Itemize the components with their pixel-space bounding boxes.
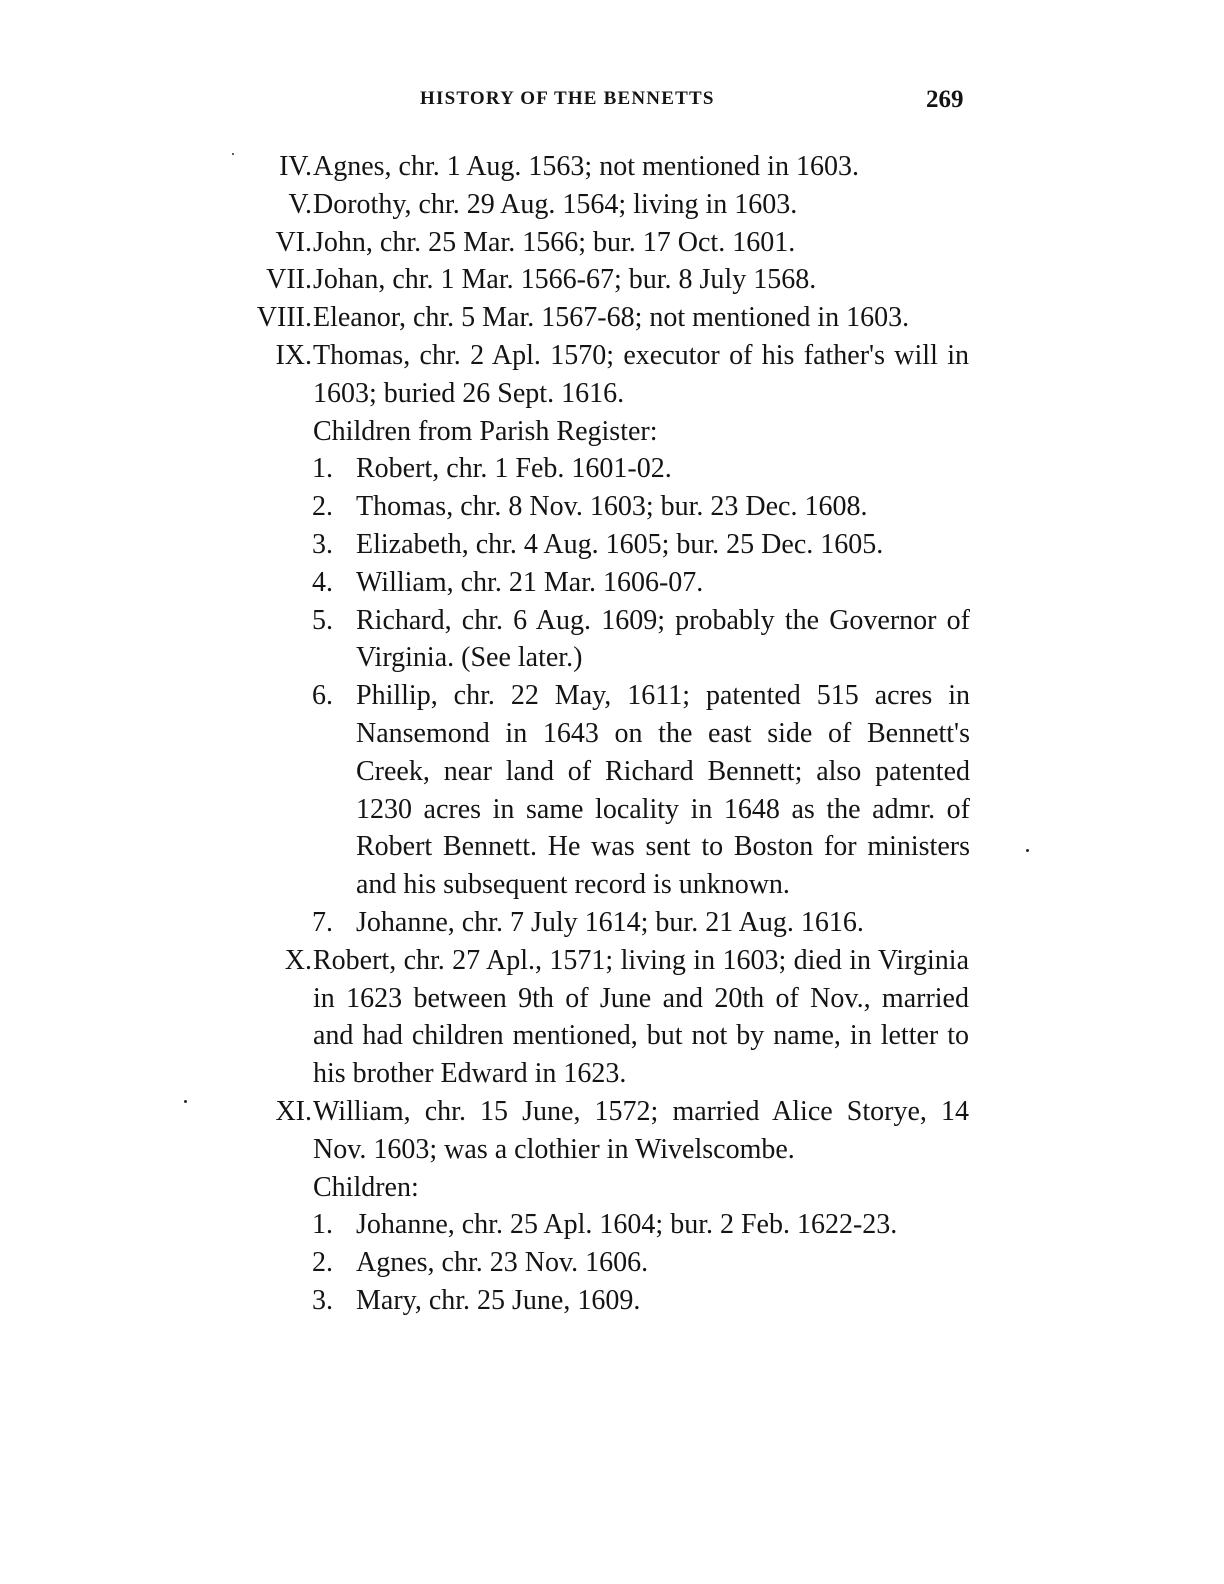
child-text: Agnes, chr. 23 Nov. 1606.	[356, 1247, 649, 1279]
child-item	[0, 602, 1224, 678]
scan-speck	[232, 153, 234, 155]
page-header	[0, 86, 1224, 116]
child-number: 5.	[312, 604, 333, 636]
child-text: Thomas, chr. 8 Nov. 1603; bur. 23 Dec. 1608.	[356, 491, 868, 523]
entry-numeral: V.	[288, 188, 312, 220]
entry-numeral: X.	[284, 944, 312, 976]
child-number: 3.	[312, 528, 333, 560]
entry-text: Thomas, chr. 2 Apl. 1570; executor of his father's will in 1603; buried 26 Sept. 1616.	[313, 339, 969, 409]
entry-text: Robert, chr. 27 Apl., 1571; living in 1603; died in Virginia in 1623 between 9th of June and 20th of Nov., married and had children mentioned, but not by name, in letter to his brother Edward in 1623.	[313, 944, 969, 1090]
child-item	[0, 904, 1224, 942]
entry-numeral: VIII.	[256, 302, 312, 334]
entry-iv	[0, 148, 1224, 186]
child-item	[0, 488, 1224, 526]
child-text: Elizabeth, chr. 4 Aug. 1605; bur. 25 Dec. 1605.	[356, 528, 884, 560]
child-item	[0, 526, 1224, 564]
child-text: Johanne, chr. 7 July 1614; bur. 21 Aug. 1616.	[356, 906, 864, 938]
entry-text: Agnes, chr. 1 Aug. 1563; not mentioned in 1603.	[313, 151, 859, 182]
child-number: 4.	[312, 566, 333, 598]
entry-numeral: IV.	[279, 151, 312, 182]
entry-numeral: VII.	[266, 264, 312, 296]
entry-numeral: XI.	[275, 1095, 312, 1127]
child-number: 1.	[312, 1209, 333, 1241]
entry-viii	[0, 299, 1224, 337]
child-item	[0, 677, 1224, 904]
child-number: 7.	[312, 906, 333, 938]
child-item	[0, 450, 1224, 488]
scan-speck	[1026, 849, 1029, 852]
child-item	[0, 1244, 1224, 1282]
genealogy-text	[0, 148, 1224, 1320]
child-number: 1.	[312, 453, 333, 485]
entry-xi	[0, 1093, 1224, 1320]
child-number: 2.	[312, 491, 333, 523]
child-text: Robert, chr. 1 Feb. 1601-02.	[356, 453, 672, 485]
child-text: Johanne, chr. 25 Apl. 1604; bur. 2 Feb. 1622-23.	[356, 1209, 898, 1241]
entry-text: John, chr. 25 Mar. 1566; bur. 17 Oct. 1601.	[313, 226, 796, 258]
child-number: 3.	[312, 1284, 333, 1316]
child-text: William, chr. 21 Mar. 1606-07.	[356, 566, 704, 598]
entry-numeral: IX.	[275, 339, 312, 371]
child-item	[0, 1206, 1224, 1244]
child-text: Richard, chr. 6 Aug. 1609; probably the Governor of Virginia. (See later.)	[356, 604, 970, 674]
children-heading: Children:	[313, 1171, 419, 1203]
entry-vii	[0, 261, 1224, 299]
child-item	[0, 1282, 1224, 1320]
entry-ix	[0, 337, 1224, 942]
entry-numeral: VI.	[275, 226, 312, 258]
entry-text: Dorothy, chr. 29 Aug. 1564; living in 1603.	[313, 188, 798, 220]
child-text: Mary, chr. 25 June, 1609.	[356, 1284, 641, 1316]
running-head: HISTORY OF THE BENNETTS	[420, 88, 715, 109]
entry-text: Eleanor, chr. 5 Mar. 1567-68; not mentioned in 1603.	[313, 302, 910, 334]
page-number: 269	[926, 86, 964, 113]
entry-vi	[0, 224, 1224, 262]
entry-text: William, chr. 15 June, 1572; married Alice Storye, 14 Nov. 1603; was a clothier in Wivelscombe.	[313, 1095, 969, 1165]
entry-text: Johan, chr. 1 Mar. 1566-67; bur. 8 July 1568.	[313, 264, 817, 296]
child-number: 2.	[312, 1247, 333, 1279]
entry-x	[0, 942, 1224, 1093]
scan-speck	[184, 1100, 187, 1103]
child-number: 6.	[312, 680, 333, 712]
child-item	[0, 564, 1224, 602]
child-text: Phillip, chr. 22 May, 1611; patented 515 acres in Nansemond in 1643 on the east side of Bennett's Creek, near land of Richard Bennett; also patented 1230 acres in same locality in 1648 as the admr. of Robert Bennett. He was sent to Boston for ministers and his subsequent record is unknown.	[356, 680, 970, 901]
children-heading: Children from Parish Register:	[313, 415, 658, 447]
entry-v	[0, 186, 1224, 224]
